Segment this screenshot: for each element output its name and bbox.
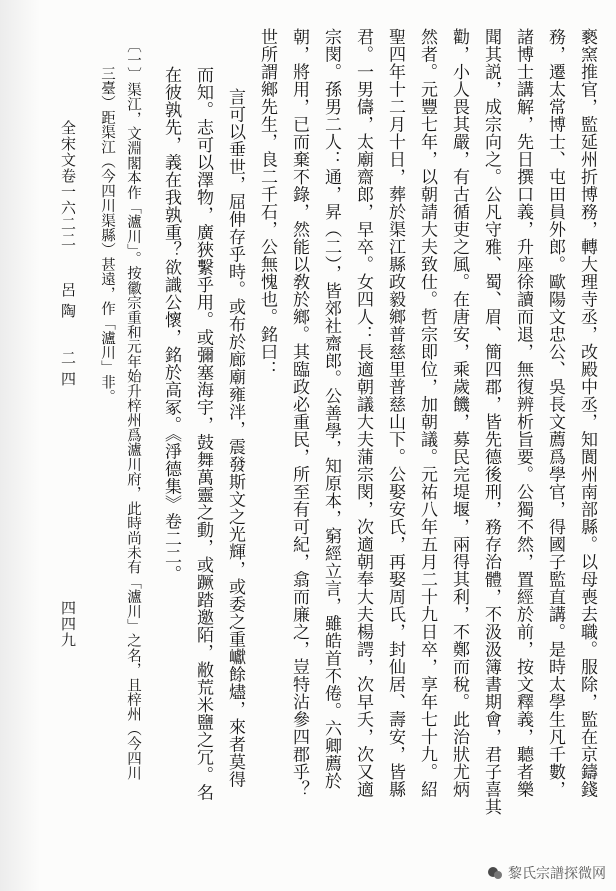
inscription-column: 在彼孰先，義在我孰重？欲識公懷，銘於高冢。《淨德集》卷二二。 <box>161 66 181 583</box>
inscription-column: 而知。志可以澤物，廣狹繫乎用。或彌塞海宇，鼓舞萬靈之動，或蹶踏邀陌，敝荒米鹽之冗。名 <box>193 66 213 801</box>
text-column: 諸博士講解，先日撰口義，升座徐讀而退，無復辨析旨要。公獨不然，置經於前，按文釋義，聽者樂 <box>513 28 533 798</box>
footnote-column: 〔一〕渠江，文淵閣本作「瀘川」。按徽宗重和元年始升梓州爲瀘川府，此時尚未有「瀘川」之名，且梓州（今四川 <box>125 38 141 781</box>
footnote-column: 三臺）距渠江（今四川渠縣）甚遠，作「瀘川」非。 <box>99 66 115 405</box>
text-column: 宗閔。孫男二人：通，昇（二），皆郊社齋郎。公善學，知原本，窮經立言，雖皓首不倦。六卿薦於 <box>321 28 341 790</box>
chat-bubble-icon <box>487 865 503 881</box>
watermark <box>487 863 606 883</box>
text-column: 君。一男儔，太廟齋郎，早卒。女四人：長適朝議大夫蒲宗閔，次適朝奉大夫楊諤，次早夭，次又適 <box>353 28 373 798</box>
section-number: 二四 <box>59 350 77 392</box>
text-column: 聖四年十二月十日，葬於渠江縣政毅鄉普慈里普慈山下。公娶安氏，再娶周氏，封仙居、壽安，皆縣 <box>385 28 405 798</box>
text-column: 勸，小人畏其嚴，有古循吏之風。在唐安，乘歲饑，募民完堤堰，兩得其利，不鄭而稅。此治狀尤炳 <box>449 28 469 798</box>
scan-edge-shadow <box>0 0 40 891</box>
author-name: 呂陶 <box>59 282 77 324</box>
text-column: 務，遷太常博士、屯田員外郎。歐陽文忠公、吳長文薦爲學官，得國子監直講。是時太學生凡千數， <box>545 28 565 798</box>
page-number: 四四九 <box>59 600 77 648</box>
volume-title: 全宋文卷一六二二 <box>59 120 77 248</box>
text-column: 褻窯推官，監延州折博務，轉大理寺丞，改殿中丞，知閬州南部縣。以母喪去職。服除，監在京鑄錢 <box>577 28 597 798</box>
watermark-text: 黎氏宗譜探微网 <box>508 866 606 882</box>
inscription-column: 言可以垂世，屈伸存乎時。或布於廊廟雍泮，震發斯文之光輝，或委之重巘餘燼，來者莫得 <box>225 88 245 788</box>
text-column: 朝，將用，已而棄不錄，然能以敎於鄉。其臨政必重民，所至有可紀，翕而廉之，豈特沾參四郡乎？ <box>289 28 309 798</box>
text-column: 聞其説，成宗向之。公凡守雅、蜀、眉、簡四郡，皆先德後刑，務存治體，不汲汲簿書期會，君子喜其 <box>481 28 501 816</box>
text-column: 然者。元豐七年，以朝請大夫致仕。哲宗即位，加朝議。元祐八年五月二十九日卒，享年七十九。紹 <box>417 28 437 798</box>
text-column: 世所謂鄉先生，良二千石，公無愧也。銘曰： <box>257 28 277 378</box>
